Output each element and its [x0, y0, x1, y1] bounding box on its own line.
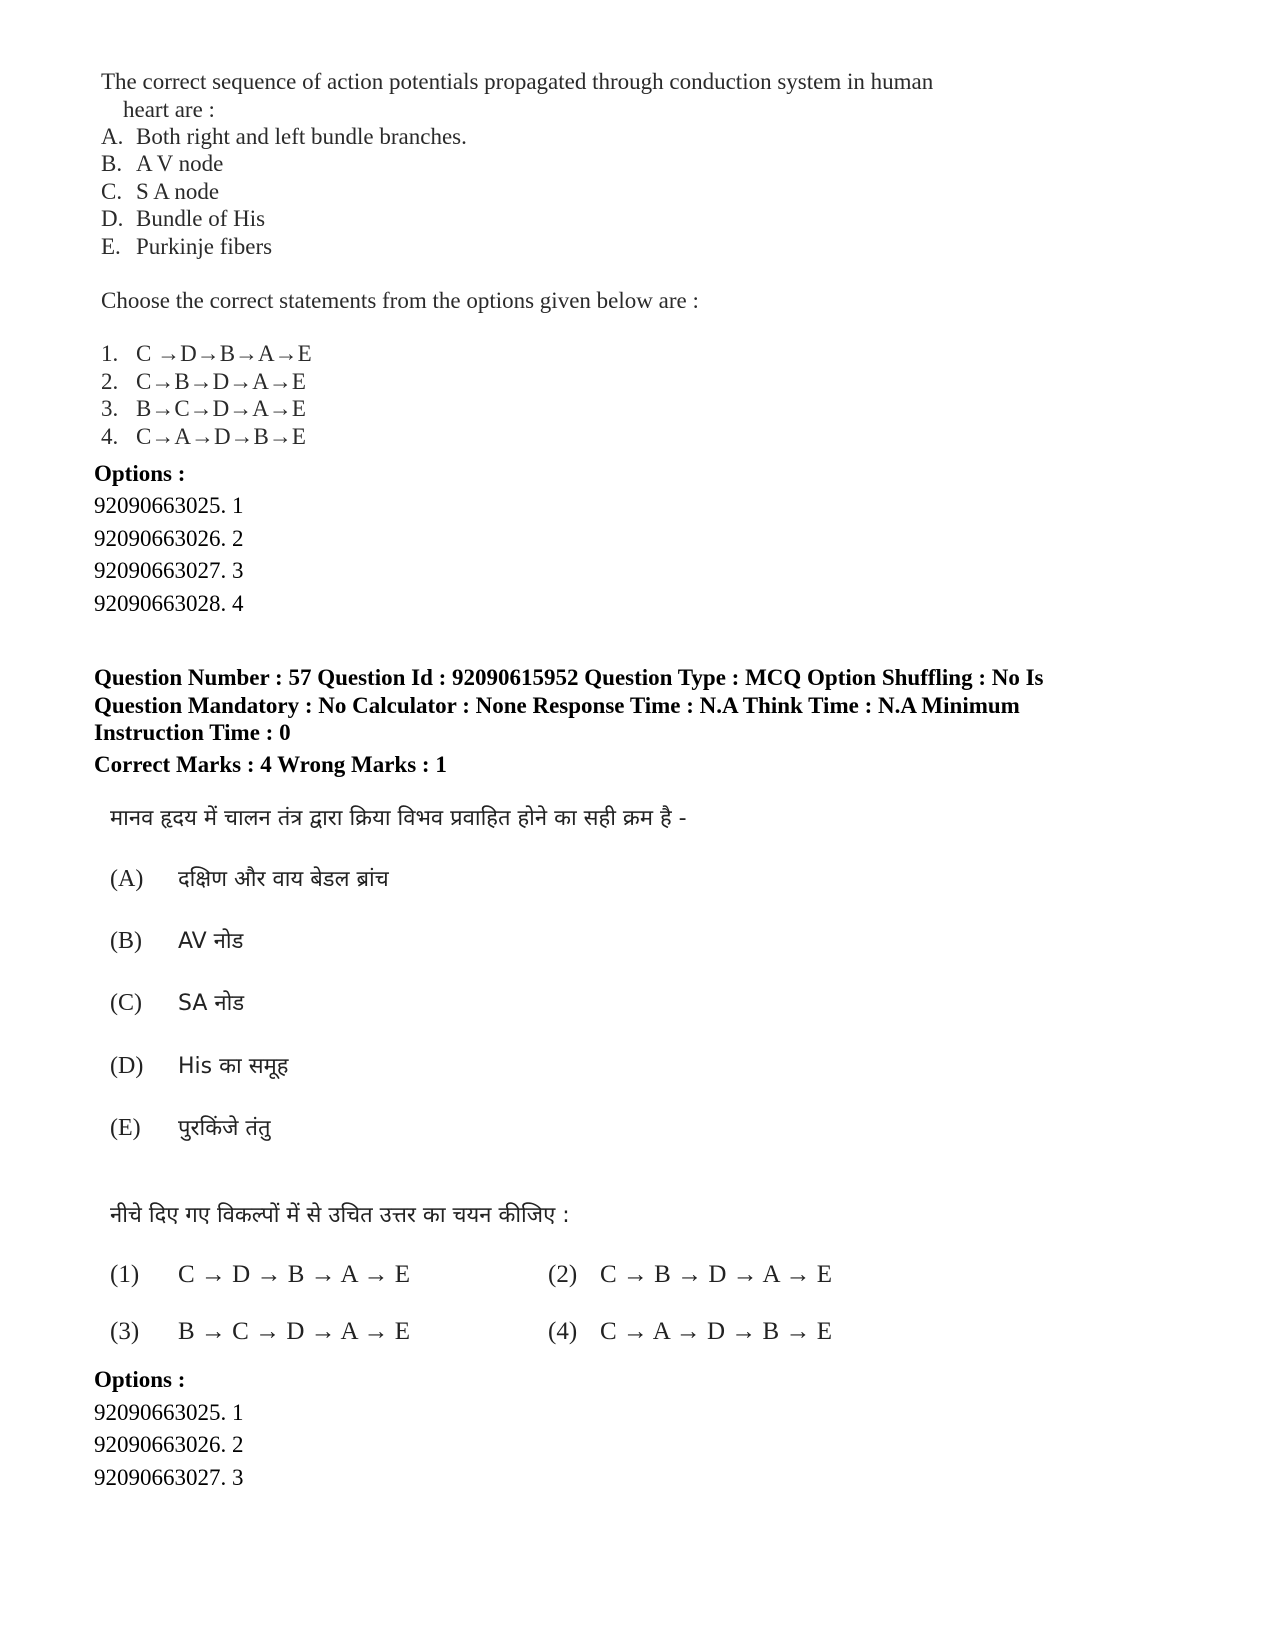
q57-hindi-statement: (E) पुरकिंजे तंतु: [110, 1115, 271, 1141]
q57-meta-line2: Question Mandatory : No Calculator : None Response Time : N.A Think Time : N.A Minimum: [94, 693, 1020, 718]
q56-option: 92090663025. 1: [94, 493, 244, 518]
q57-options-heading: Options :: [94, 1367, 186, 1392]
q57-choice: (3) B → C → D → A → E: [110, 1318, 410, 1345]
q57-choice: (2) C → B → D → A → E: [548, 1261, 832, 1288]
q56-options-heading: Options :: [94, 461, 186, 486]
q56-choice: 4. C→A→D→B→E: [101, 424, 306, 449]
q56-choice: 3. B→C→D→A→E: [101, 396, 306, 421]
q56-statement: A. Both right and left bundle branches.: [101, 124, 467, 149]
q57-meta-line1: Question Number : 57 Question Id : 92090615952 Question Type : MCQ Option Shuffling : No Is: [94, 665, 1044, 690]
q56-statement: E. Purkinje fibers: [101, 234, 273, 259]
q56-choice: 1. C →D→B→A→E: [101, 341, 312, 366]
q57-hindi-statement: (C) SA नोड: [110, 990, 245, 1016]
q56-statement: C. S A node: [101, 179, 220, 204]
q57-hindi-statement: (D) His का समूह: [110, 1053, 289, 1079]
q56-option: 92090663028. 4: [94, 591, 244, 616]
q56-statement: B. A V node: [101, 151, 224, 176]
q57-option: 92090663025. 1: [94, 1400, 244, 1425]
q56-choose-text: Choose the correct statements from the options given below are :: [101, 288, 699, 313]
q56-option: 92090663026. 2: [94, 526, 244, 551]
q56-stem-line1: The correct sequence of action potentials propagated through conduction system in human: [101, 69, 934, 94]
q56-option: 92090663027. 3: [94, 558, 244, 583]
q56-choice: 2. C→B→D→A→E: [101, 369, 306, 394]
q57-choice: (4) C → A → D → B → E: [548, 1318, 832, 1345]
q57-hindi-statement: (A) दक्षिण और वाय बेडल ब्रांच: [110, 866, 389, 892]
q57-meta-line3: Instruction Time : 0: [94, 720, 291, 745]
q57-hindi-stem: मानव हृदय में चालन तंत्र द्वारा क्रिया विभव प्रवाहित होने का सही क्रम है -: [110, 806, 687, 831]
q57-option: 92090663027. 3: [94, 1465, 244, 1490]
q56-statement: D. Bundle of His: [101, 206, 266, 231]
q57-choice: (1) C → D → B → A → E: [110, 1261, 410, 1288]
q57-option: 92090663026. 2: [94, 1432, 244, 1457]
q57-hindi-statement: (B) AV नोड: [110, 928, 244, 954]
q57-hindi-choose: नीचे दिए गए विकल्पों में से उचित उत्तर का चयन कीजिए :: [110, 1203, 570, 1228]
q56-stem-line2: heart are :: [123, 97, 215, 122]
q57-marks: Correct Marks : 4 Wrong Marks : 1: [94, 752, 447, 777]
